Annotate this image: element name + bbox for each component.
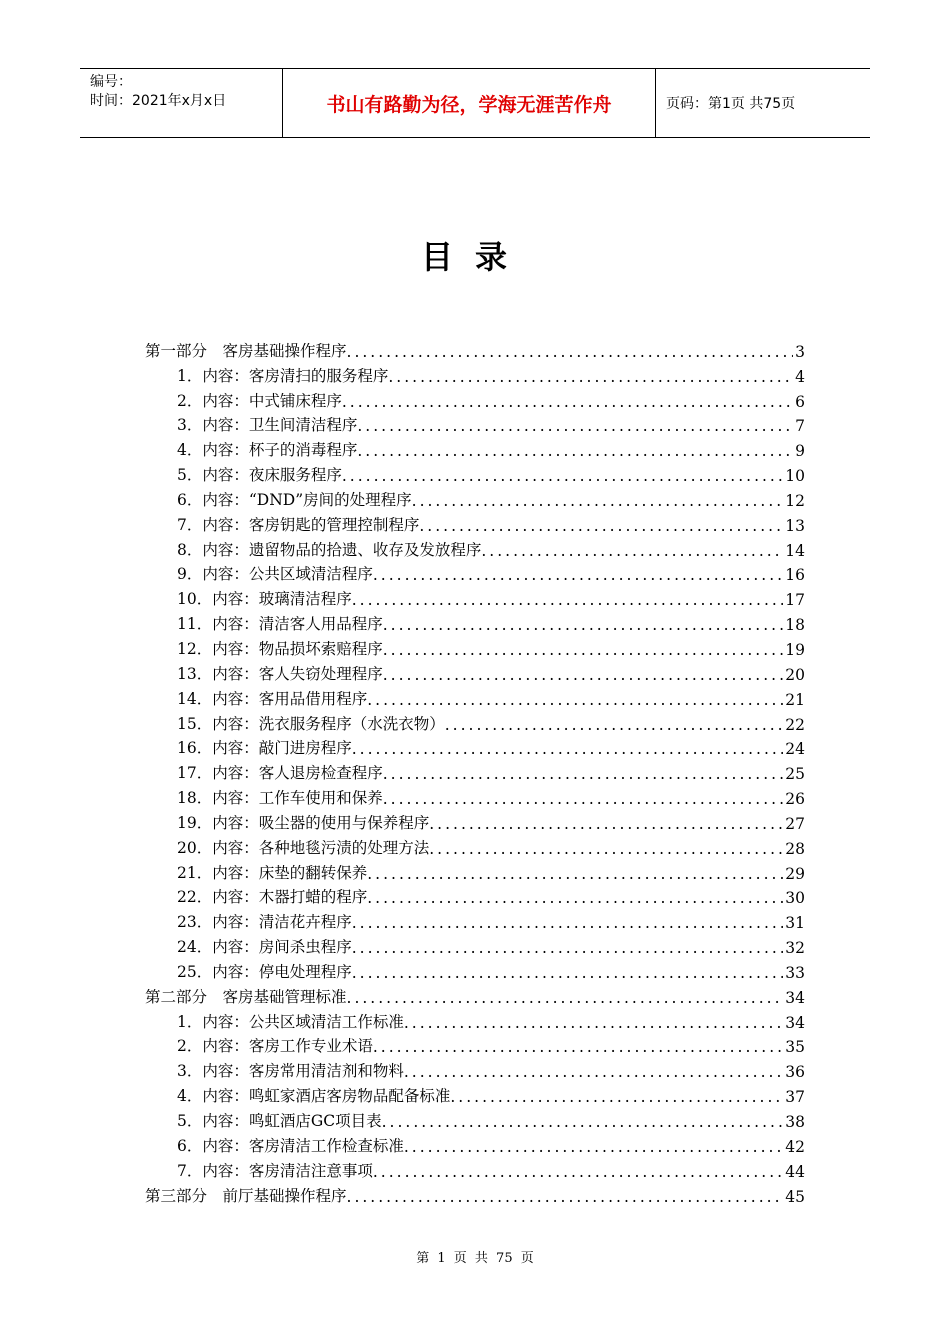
toc-page-number: 24 bbox=[785, 740, 805, 759]
toc-leader-dots bbox=[342, 467, 783, 485]
date-label: 时间：2021年x月x日 bbox=[90, 93, 227, 109]
toc-entry-label: 8．内容：遗留物品的拾遗、收存及发放程序 bbox=[177, 540, 482, 559]
toc-entry[interactable] bbox=[145, 361, 805, 386]
toc-leader-dots bbox=[347, 1188, 784, 1206]
toc-leader-dots bbox=[388, 368, 793, 386]
toc-page-number: 9 bbox=[795, 442, 805, 461]
toc-entry[interactable] bbox=[145, 1106, 805, 1131]
toc-entry[interactable] bbox=[145, 386, 805, 411]
toc-leader-dots bbox=[383, 641, 784, 659]
toc-page-number: 29 bbox=[785, 864, 805, 883]
toc-entry[interactable] bbox=[145, 560, 805, 585]
toc-entry[interactable] bbox=[145, 435, 805, 460]
toc-leader-dots bbox=[404, 1063, 783, 1081]
toc-entry[interactable] bbox=[145, 609, 805, 634]
toc-page-number: 28 bbox=[785, 839, 805, 858]
toc-leader-dots bbox=[373, 566, 783, 584]
toc-entry[interactable] bbox=[145, 833, 805, 858]
toc-leader-dots bbox=[383, 616, 784, 634]
toc-entry[interactable] bbox=[145, 485, 805, 510]
toc-leader-dots bbox=[373, 1038, 783, 1056]
toc-entry[interactable] bbox=[145, 1032, 805, 1057]
toc-page-number: 3 bbox=[795, 342, 805, 361]
toc-entry-label: 11．内容：清洁客人用品程序 bbox=[177, 615, 383, 634]
toc-leader-dots bbox=[404, 1014, 783, 1032]
toc-entry[interactable] bbox=[145, 411, 805, 436]
toc-page-number: 26 bbox=[785, 790, 805, 809]
toc-entry[interactable] bbox=[145, 709, 805, 734]
toc-entry-label: 6．内容：“DND”房间的处理程序 bbox=[177, 490, 412, 509]
toc-entry-label: 10．内容：玻璃清洁程序 bbox=[177, 590, 352, 609]
toc-page-number: 6 bbox=[795, 392, 805, 411]
toc-leader-dots bbox=[347, 989, 784, 1007]
toc-entry-label: 14．内容：客用品借用程序 bbox=[177, 689, 368, 708]
toc-page-number: 42 bbox=[785, 1137, 805, 1156]
toc-entry-label: 7．内容：客房钥匙的管理控制程序 bbox=[177, 515, 420, 534]
toc-page-number: 37 bbox=[785, 1088, 805, 1107]
toc-entry[interactable] bbox=[145, 1081, 805, 1106]
toc-page-number: 30 bbox=[785, 889, 805, 908]
toc-entry[interactable] bbox=[145, 460, 805, 485]
header-info bbox=[80, 69, 282, 137]
toc-leader-dots bbox=[367, 691, 783, 709]
toc-entry-label: 15．内容：洗衣服务程序（水洗衣物） bbox=[177, 714, 445, 733]
toc-entry[interactable] bbox=[145, 1156, 805, 1181]
toc-entry-label: 25．内容：停电处理程序 bbox=[177, 962, 352, 981]
toc-page-number: 14 bbox=[785, 541, 805, 560]
toc-leader-dots bbox=[352, 964, 784, 982]
toc-leader-dots bbox=[352, 740, 784, 758]
toc-section[interactable] bbox=[145, 982, 805, 1007]
toc-entry[interactable] bbox=[145, 734, 805, 759]
toc-page-number: 27 bbox=[785, 814, 805, 833]
toc-entry[interactable] bbox=[145, 883, 805, 908]
toc-entry-label: 4．内容：杯子的消毒程序 bbox=[177, 441, 358, 460]
toc-entry[interactable] bbox=[145, 957, 805, 982]
toc-entry-label: 17．内容：客人退房检查程序 bbox=[177, 764, 383, 783]
toc-entry-label: 5．内容：夜床服务程序 bbox=[177, 466, 342, 485]
toc-entry-label: 6．内容：客房清洁工作检查标准 bbox=[177, 1136, 404, 1155]
toc-page-number: 34 bbox=[785, 988, 805, 1007]
toc-entry-label: 19．内容：吸尘器的使用与保养程序 bbox=[177, 813, 430, 832]
toc-leader-dots bbox=[383, 765, 784, 783]
toc-entry-label: 1．内容：公共区域清洁工作标准 bbox=[177, 1012, 404, 1031]
toc-entry-label: 22．内容：木器打蜡的程序 bbox=[177, 888, 368, 907]
toc-leader-dots bbox=[429, 840, 783, 858]
toc-entry-label: 12．内容：物品损坏索赔程序 bbox=[177, 639, 383, 658]
toc-page-number: 34 bbox=[785, 1013, 805, 1032]
toc-page-number: 10 bbox=[785, 467, 805, 486]
header-page-label: 页码：第1页 共75页 bbox=[666, 96, 796, 112]
toc-page-number: 38 bbox=[785, 1113, 805, 1131]
header-motto: 书山有路勤为径，学海无涯苦作舟 bbox=[282, 69, 656, 137]
toc-entry-label: 16．内容：敲门进房程序 bbox=[177, 739, 352, 758]
toc-page-number: 44 bbox=[785, 1162, 805, 1181]
toc-leader-dots bbox=[481, 542, 783, 560]
toc-leader-dots bbox=[383, 666, 784, 684]
code-label: 编号： bbox=[90, 74, 132, 90]
toc-entry[interactable] bbox=[145, 584, 805, 609]
toc-entry[interactable] bbox=[145, 932, 805, 957]
toc-page-number: 45 bbox=[785, 1187, 805, 1206]
toc-page-number: 13 bbox=[785, 516, 805, 535]
toc-page-number: 25 bbox=[785, 765, 805, 784]
toc-entry-label: 20．内容：各种地毯污渍的处理方法 bbox=[177, 838, 430, 857]
toc-entry-label: 23．内容：清洁花卉程序 bbox=[177, 913, 352, 932]
toc-leader-dots bbox=[404, 1138, 783, 1156]
toc-leader-dots bbox=[429, 815, 783, 833]
toc-entry[interactable] bbox=[145, 684, 805, 709]
table-of-contents bbox=[145, 336, 805, 1206]
toc-leader-dots bbox=[352, 591, 784, 609]
toc-entry[interactable] bbox=[145, 758, 805, 783]
toc-leader-dots bbox=[412, 492, 784, 510]
toc-entry-label: 9．内容：公共区域清洁程序 bbox=[177, 565, 373, 584]
toc-entry-label: 5．内容：鸣虹酒店GC项目表 bbox=[177, 1112, 382, 1130]
page-header bbox=[80, 68, 870, 138]
toc-entry-label: 7．内容：客房清洁注意事项 bbox=[177, 1161, 373, 1180]
toc-entry[interactable] bbox=[145, 535, 805, 560]
toc-page-number: 35 bbox=[785, 1038, 805, 1057]
toc-page-number: 16 bbox=[785, 566, 805, 585]
toc-leader-dots bbox=[352, 914, 784, 932]
toc-leader-dots bbox=[450, 1088, 783, 1106]
toc-leader-dots bbox=[373, 1163, 783, 1181]
toc-leader-dots bbox=[357, 417, 793, 435]
toc-entry-label: 第一部分 客房基础操作程序 bbox=[145, 341, 347, 360]
toc-leader-dots bbox=[347, 343, 794, 361]
toc-entry[interactable] bbox=[145, 808, 805, 833]
toc-page-number: 36 bbox=[785, 1063, 805, 1082]
toc-entry[interactable] bbox=[145, 1007, 805, 1032]
toc-entry[interactable] bbox=[145, 1056, 805, 1081]
toc-leader-dots bbox=[357, 442, 793, 460]
toc-entry-label: 24．内容：房间杀虫程序 bbox=[177, 938, 352, 957]
toc-leader-dots bbox=[383, 790, 784, 808]
toc-leader-dots bbox=[367, 889, 783, 907]
toc-entry-label: 2．内容：客房工作专业术语 bbox=[177, 1037, 373, 1056]
toc-entry-label: 第三部分 前厅基础操作程序 bbox=[145, 1186, 347, 1205]
toc-entry-label: 1．内容：客房清扫的服务程序 bbox=[177, 366, 389, 385]
page-footer: 第 1 页 共 75 页 bbox=[416, 1251, 534, 1266]
toc-page-number: 7 bbox=[795, 417, 805, 436]
toc-page-number: 20 bbox=[785, 665, 805, 684]
toc-page-number: 33 bbox=[785, 963, 805, 982]
toc-entry[interactable] bbox=[145, 907, 805, 932]
toc-page-number: 12 bbox=[785, 491, 805, 510]
toc-page-number: 4 bbox=[795, 367, 805, 386]
toc-entry[interactable] bbox=[145, 659, 805, 684]
toc-entry-label: 18．内容：工作车使用和保养 bbox=[177, 789, 383, 808]
toc-leader-dots bbox=[382, 1113, 784, 1131]
toc-entry[interactable] bbox=[145, 858, 805, 883]
toc-leader-dots bbox=[342, 393, 793, 411]
toc-page-number: 17 bbox=[785, 591, 805, 610]
toc-entry-label: 4．内容：鸣虹家酒店客房物品配备标准 bbox=[177, 1087, 451, 1106]
toc-entry-label: 3．内容：卫生间清洁程序 bbox=[177, 416, 358, 435]
toc-section[interactable] bbox=[145, 1181, 805, 1206]
toc-leader-dots bbox=[367, 865, 783, 883]
toc-page-number: 32 bbox=[785, 939, 805, 958]
toc-entry-label: 21．内容：床垫的翻转保养 bbox=[177, 863, 368, 882]
toc-page-number: 18 bbox=[785, 616, 805, 635]
toc-page-number: 22 bbox=[785, 715, 805, 734]
toc-entry[interactable] bbox=[145, 634, 805, 659]
toc-entry[interactable] bbox=[145, 510, 805, 535]
toc-section[interactable] bbox=[145, 336, 805, 361]
toc-leader-dots bbox=[419, 517, 783, 535]
toc-page-number: 21 bbox=[785, 690, 805, 709]
toc-entry-label: 2．内容：中式铺床程序 bbox=[177, 391, 342, 410]
toc-entry[interactable] bbox=[145, 783, 805, 808]
toc-page-number: 31 bbox=[785, 914, 805, 933]
toc-entry[interactable] bbox=[145, 1131, 805, 1156]
page-title: 目录 bbox=[420, 238, 529, 276]
toc-leader-dots bbox=[352, 939, 784, 957]
toc-entry-label: 3．内容：客房常用清洁剂和物料 bbox=[177, 1062, 404, 1081]
toc-entry-label: 13．内容：客人失窃处理程序 bbox=[177, 664, 383, 683]
toc-leader-dots bbox=[445, 716, 784, 734]
toc-entry-label: 第二部分 客房基础管理标准 bbox=[145, 987, 347, 1006]
toc-page-number: 19 bbox=[785, 640, 805, 659]
